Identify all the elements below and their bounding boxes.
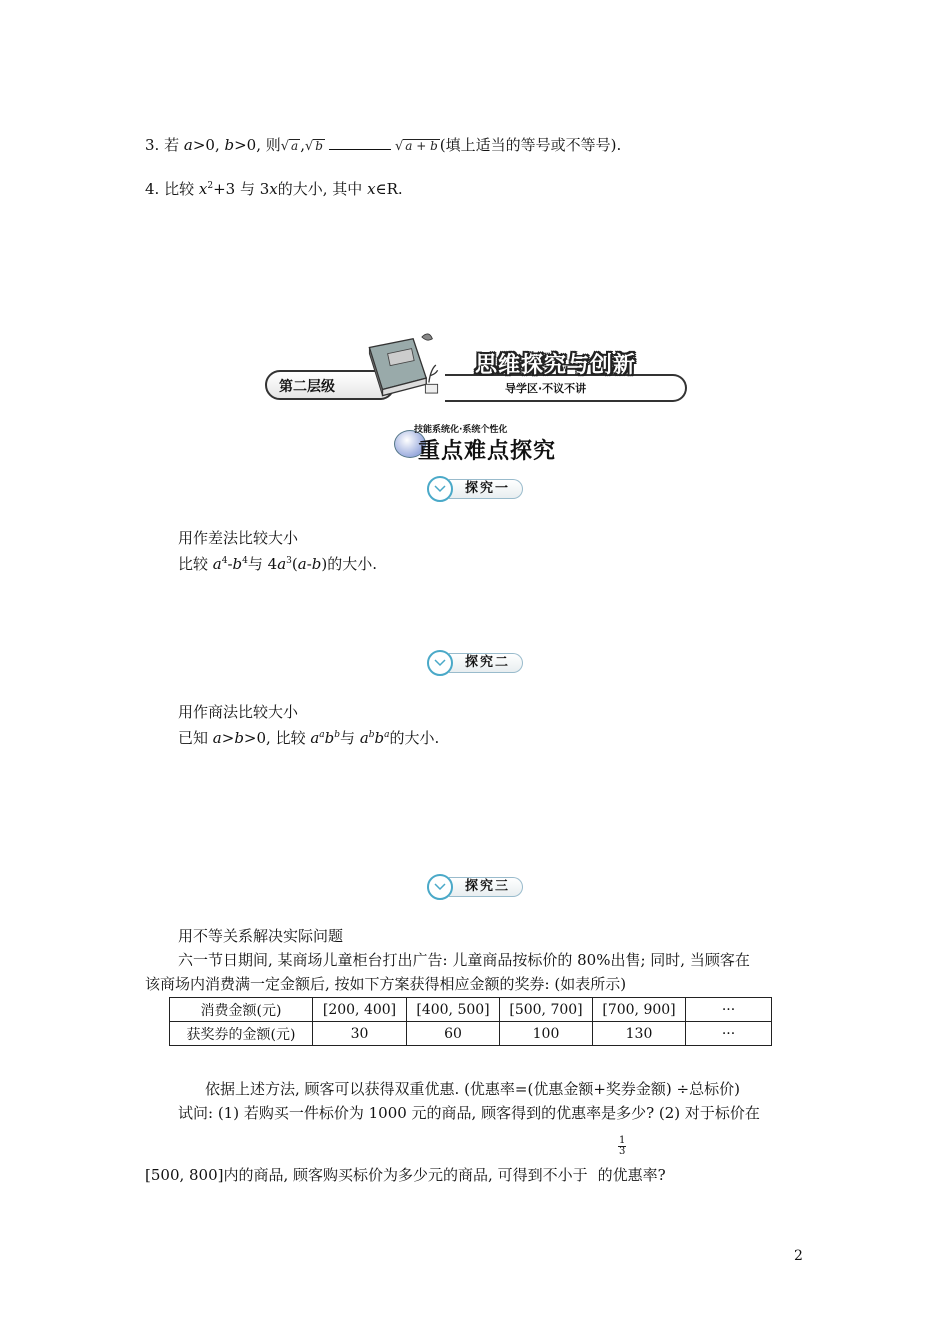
table-row: 获奖券的金额(元) 30 60 100 130 ··· xyxy=(170,1022,772,1046)
explore-3-para-3: 依据上述方法, 顾客可以获得双重优惠. (优惠率=(优惠金额+奖券金额) ÷总标价) xyxy=(205,1080,740,1098)
question-4: 4. 比较 $x^2+3$ 与 3x的大小, 其中 x∈R. xyxy=(145,180,403,198)
question-3: 3. 若 a>0, b>0, 则√ a ,√ b √ a + b (填上适当的等号或不等号). xyxy=(145,136,622,154)
banner-subtitle: 导学区·不议不讲 xyxy=(505,382,587,395)
chevron-down-icon xyxy=(427,874,453,900)
book-icon xyxy=(360,330,440,400)
explore-1-heading: 用作差法比较大小 xyxy=(178,529,299,547)
tag-explore-1: 探究一 xyxy=(427,476,521,502)
explore-3-para-2: 该商场内消费满一定金额后, 按如下方案获得相应金额的奖券: (如表所示) xyxy=(145,975,627,993)
explore-3-para-5: [500, 800]内的商品, 顾客购买标价为多少元的商品, 可得到不小于 的优惠率? xyxy=(145,1166,666,1184)
chevron-down-icon xyxy=(427,650,453,676)
section-banner xyxy=(265,322,685,412)
explore-2-heading: 用作商法比较大小 xyxy=(178,703,299,721)
chevron-down-icon xyxy=(427,476,453,502)
sqrt-a: √ a xyxy=(280,139,299,154)
explore-3-para-4: 试问: (1) 若购买一件标价为 1000 元的商品, 顾客得到的优惠率是多少? (2) 对于标价在 xyxy=(178,1104,760,1122)
explore-3-para-1: 六一节日期间, 某商场儿童柜台打出广告: 儿童商品按标价的 80%出售; 同时, 当顾客在 xyxy=(178,951,750,969)
explore-2-problem: 已知 a>b>0, 比较 $a^ab^b$与 $a^bb^a$的大小. xyxy=(178,729,440,747)
keypoint-heading xyxy=(390,420,570,464)
sqrt-a-plus-b: √ a + b xyxy=(394,139,438,154)
keypoint-title: 重点难点探究 xyxy=(418,439,557,464)
answer-blank[interactable] xyxy=(329,135,391,150)
explore-1-problem: 比较 $a^4-b^4$与 $4a^3(a-b)$的大小. xyxy=(178,555,378,573)
banner-title: 思维探究与创新 xyxy=(475,353,637,378)
page-number: 2 xyxy=(794,1248,803,1264)
prize-table xyxy=(169,997,772,1046)
fraction-one-third: $\frac{1}{3}$ xyxy=(619,1135,626,1157)
table-row: 消费金额(元) [200, 400] [400, 500] [500, 700] [700, 900] ··· xyxy=(170,998,772,1022)
banner-level: 第二层级 xyxy=(265,370,395,400)
keypoint-subtitle: 技能系统化·系统个性化 xyxy=(414,425,508,435)
explore-3-heading: 用不等关系解决实际问题 xyxy=(178,927,344,945)
tag-explore-2: 探究二 xyxy=(427,650,521,676)
sqrt-b: √ b xyxy=(304,139,323,154)
tag-explore-3: 探究三 xyxy=(427,874,521,900)
